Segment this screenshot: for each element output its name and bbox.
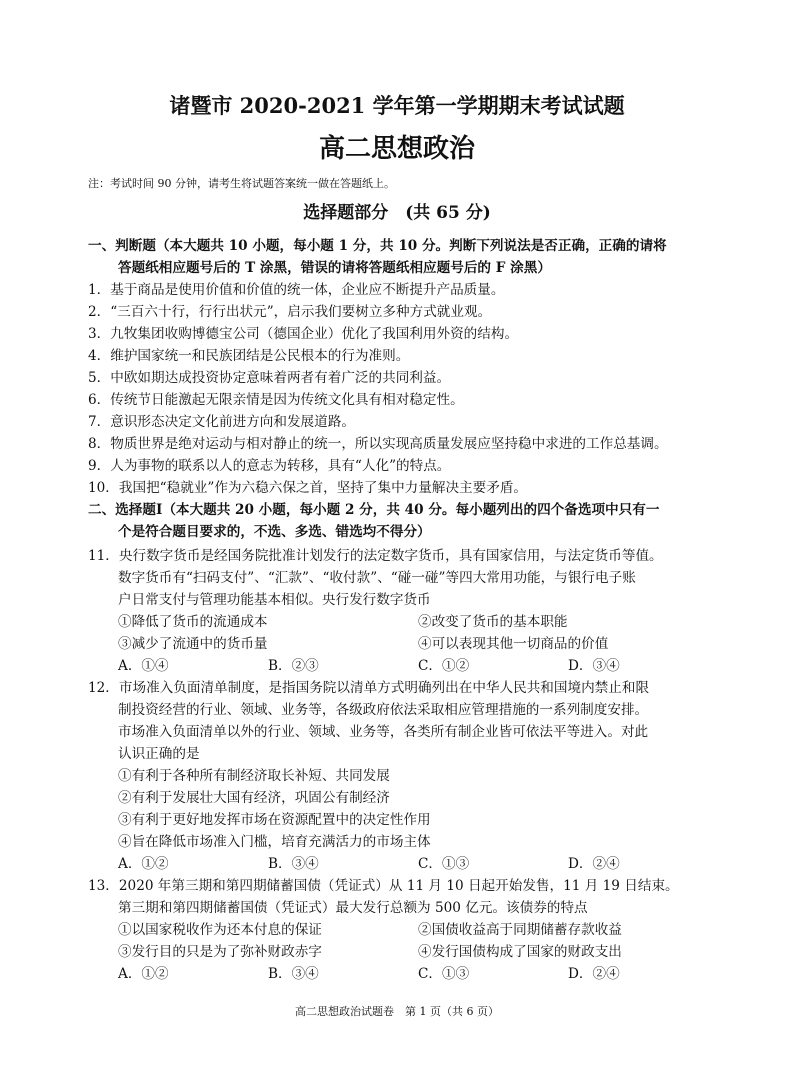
part1-heading-cont: 答题纸相应题号后的 T 涂黑，错误的请将答题纸相应题号后的 F 涂黑） — [118, 260, 551, 276]
judge-item: 7．意识形态决定文化前进方向和发展道路。 — [88, 414, 355, 430]
part2-heading-cont: 个是符合题目要求的，不选、多选、错选均不得分） — [118, 524, 431, 540]
q11-choice-c: C．①② — [418, 658, 470, 674]
q13-choice-c: C．①③ — [418, 966, 470, 982]
part2-heading-prefix: 二、选择题Ⅰ — [88, 502, 163, 518]
q12-choice-b: B．③④ — [268, 856, 319, 872]
part2-heading-rest: （本大题共 20 小题，每小题 2 分，共 40 分。每小题列出的四个备选项中只有一 — [162, 502, 660, 518]
q12-stem: 制投资经营的行业、领域、业务等，各级政府依法采取相应管理措施的一系列制度安排。 — [118, 702, 649, 718]
judge-item: 2．“三百六十行，行行出状元”，启示我们要树立多种方式就业观。 — [88, 304, 492, 320]
q13-option-2: ②国债收益高于同期储蓄存款收益 — [418, 922, 622, 938]
judge-item: 9．人为事物的联系以人的意志为转移，具有“人化”的特点。 — [88, 458, 451, 474]
q12-choice-d: D．②④ — [568, 856, 620, 872]
judge-item: 4．维护国家统一和民族团结是公民根本的行为准则。 — [88, 348, 410, 364]
q13-choice-b: B．③④ — [268, 966, 319, 982]
q11-choice-d: D．③④ — [568, 658, 620, 674]
q13-option-4: ④发行国债构成了国家的财政支出 — [418, 944, 622, 960]
judge-item: 8．物质世界是绝对运动与相对静止的统一，所以实现高质量发展应坚持稳中求进的工作总基调。 — [88, 436, 668, 452]
judge-item: 6．传统节日能激起无限亲情是因为传统文化具有相对稳定性。 — [88, 392, 464, 408]
q13-option-3: ③发行目的只是为了弥补财政赤字 — [118, 944, 322, 960]
q12-choice-a: A．①② — [118, 856, 169, 872]
subject-title: 高二思想政治 — [318, 134, 475, 164]
q11-stem: 11．央行数字货币是经国务院批准计划发行的法定数字货币，具有国家信用，与法定货币等值。 — [88, 548, 663, 564]
q13-choice-d: D．②④ — [568, 966, 620, 982]
q13-option-1: ①以国家税收作为还本付息的保证 — [118, 922, 322, 938]
q11-stem: 户日常支付与管理功能基本相似。央行发行数字货币 — [118, 592, 431, 608]
judge-item: 5．中欧如期达成投资协定意味着两者有着广泛的共同利益。 — [88, 370, 451, 386]
q12-stem: 12．市场准入负面清单制度，是指国务院以清单方式明确列出在中华人民共和国境内禁止和限 — [88, 680, 650, 696]
q11-option-4: ④可以表现其他一切商品的价值 — [418, 636, 609, 652]
section-title: 选择题部分 (共 65 分) — [303, 203, 491, 223]
exam-note: 注：考试时间 90 分钟，请考生将试题答案统一做在答题纸上。 — [88, 177, 395, 190]
judge-item: 10．我国把“稳就业”作为六稳六保之首，坚持了集中力量解决主要矛盾。 — [88, 480, 528, 496]
judge-item: 3．九牧集团收购博德宝公司（德国企业）优化了我国利用外资的结构。 — [88, 326, 519, 342]
q11-stem: 数字货币有“扫码支付”、“汇款”、“收付款”、“碰一碰”等四大常用功能，与银行电子账 — [118, 570, 636, 586]
q12-option-3: ③有利于更好地发挥市场在资源配置中的决定性作用 — [118, 812, 431, 828]
q13-stem: 13．2020 年第三期和第四期储蓄国债（凭证式）从 11 月 10 日起开始发售，11 月 19 日结束。 — [88, 878, 679, 894]
q13-stem: 第三期和第四期储蓄国债（凭证式）最大发行总额为 500 亿元。该债券的特点 — [118, 900, 588, 916]
q12-stem: 市场准入负面清单以外的行业、领域、业务等，各类所有制企业皆可依法平等进入。对此 — [118, 724, 649, 740]
q11-option-2: ②改变了货币的基本职能 — [418, 614, 568, 630]
page-footer: 高二思想政治试题卷 第 1 页（共 6 页） — [295, 1005, 499, 1018]
part2-heading — [88, 500, 659, 521]
q11-choice-a: A．①④ — [118, 658, 169, 674]
q11-choice-b: B．②③ — [268, 658, 319, 674]
part1-heading: 一、判断题（本大题共 10 小题，每小题 1 分，共 10 分。判断下列说法是否正确，正确的请将 — [88, 238, 667, 254]
q12-option-2: ②有利于发展壮大国有经济，巩固公有制经济 — [118, 790, 390, 806]
q13-choice-a: A．①② — [118, 966, 169, 982]
q11-option-1: ①降低了货币的流通成本 — [118, 614, 268, 630]
exam-title: 诸暨市 2020-2021 学年第一学期期末考试试题 — [169, 93, 625, 118]
q11-option-3: ③减少了流通中的货币量 — [118, 636, 268, 652]
q12-option-4: ④旨在降低市场准入门槛，培育充满活力的市场主体 — [118, 834, 431, 850]
q12-choice-c: C．①③ — [418, 856, 470, 872]
q12-stem: 认识正确的是 — [118, 746, 200, 762]
judge-item: 1．基于商品是使用价值和价值的统一体，企业应不断提升产品质量。 — [88, 282, 505, 298]
q12-option-1: ①有利于各种所有制经济取长补短、共同发展 — [118, 768, 390, 784]
